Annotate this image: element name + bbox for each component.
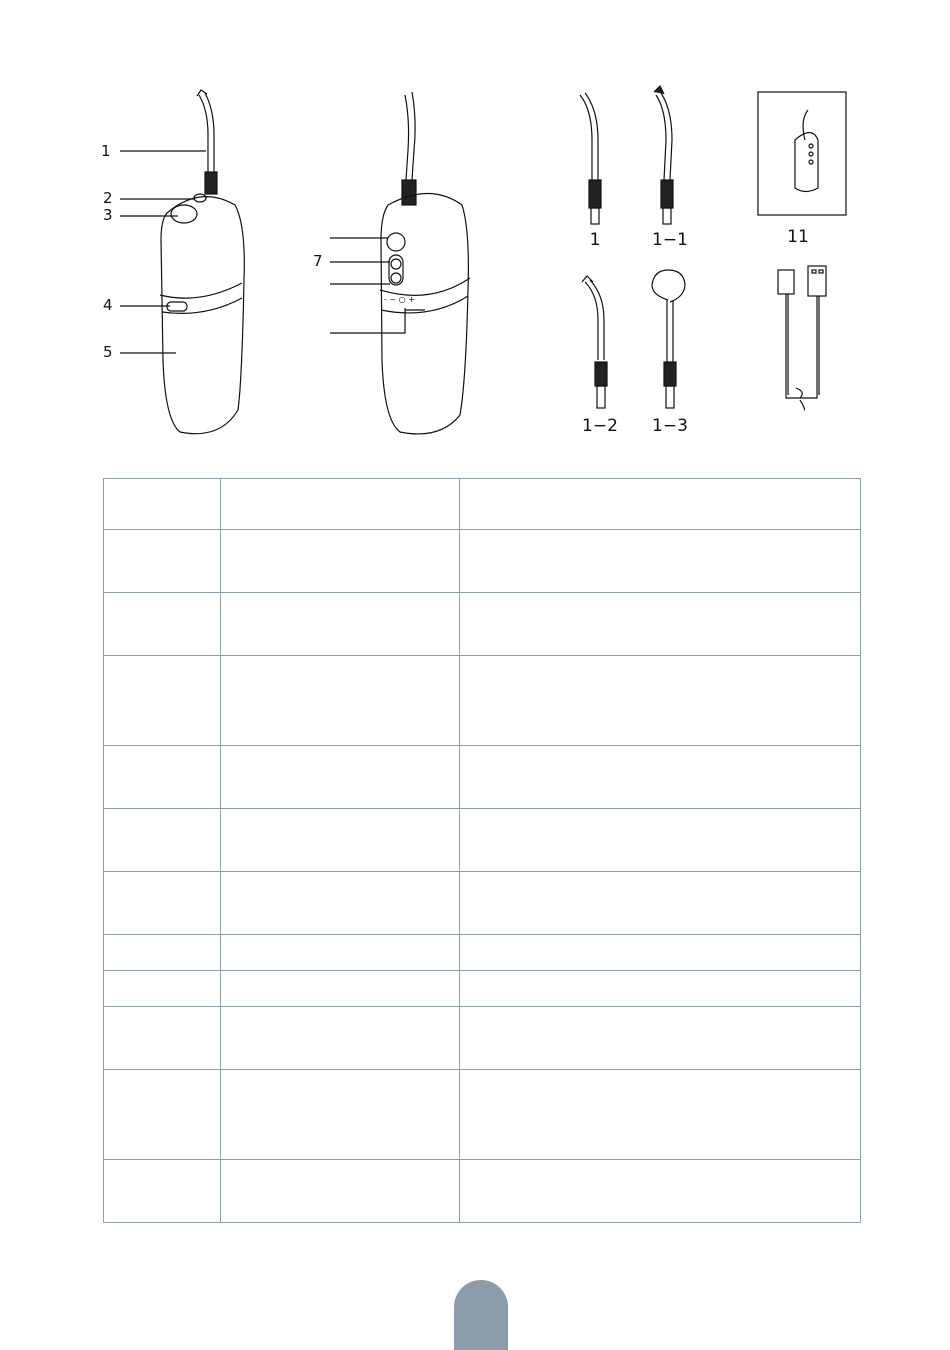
nozzle-1-2 [582,276,607,408]
nozzle-label-1-1: 1−1 [652,230,688,250]
table-cell [460,935,861,971]
table-cell [221,1007,460,1070]
nozzle-1-3 [652,270,685,408]
device-front-view [160,90,244,434]
nozzle-label-1-3: 1−3 [652,416,688,436]
table-cell [221,1160,460,1223]
table-cell [460,971,861,1007]
table-row [104,872,861,935]
table-row [104,593,861,656]
nozzle-label-1: 1 [589,230,601,250]
table-cell [460,872,861,935]
table-cell [460,1007,861,1070]
table-cell [460,746,861,809]
table-cell [460,1070,861,1160]
callout-5: 5 [103,343,113,361]
parts-table [103,478,861,1223]
table-cell [104,746,221,809]
table-cell [104,872,221,935]
table-row [104,1160,861,1223]
table-row [104,1007,861,1070]
table-row [104,971,861,1007]
nozzle-standard [580,93,601,224]
table-cell [104,593,221,656]
accessory-label-11: 11 [787,227,809,247]
table-cell [104,1160,221,1223]
table-cell [221,809,460,872]
nozzle-label-1-2: 1−2 [582,416,618,436]
table-row [104,746,861,809]
table-cell [460,479,861,530]
table-row [104,530,861,593]
table-cell [104,809,221,872]
usb-cable [778,266,826,410]
table-row [104,656,861,746]
table-cell [221,530,460,593]
table-cell [104,971,221,1007]
callout-1: 1 [101,142,111,160]
table-cell [221,1070,460,1160]
callout-3: 3 [103,206,113,224]
table-cell [221,971,460,1007]
device-side-view [380,92,470,434]
callout-2: 2 [103,189,113,207]
table-row [104,809,861,872]
table-cell [104,1070,221,1160]
svg-text:- ~ ○ +: - ~ ○ + [384,295,415,304]
table-cell [460,656,861,746]
table-cell [221,593,460,656]
table-row [104,935,861,971]
table-row [104,1070,861,1160]
table-cell [104,479,221,530]
table-cell [104,656,221,746]
table-cell [104,935,221,971]
table-cell [460,809,861,872]
table-cell [460,593,861,656]
table-cell [104,1007,221,1070]
table-cell [221,872,460,935]
callout-4: 4 [103,296,113,314]
table-row [104,479,861,530]
table-cell [221,935,460,971]
callout-7: 7 [313,252,323,270]
nozzle-1-1 [654,86,673,224]
table-cell [104,530,221,593]
table-cell [460,1160,861,1223]
table-cell [221,656,460,746]
table-cell [221,479,460,530]
table-cell [460,530,861,593]
page-number-tab [454,1280,508,1350]
table-cell [221,746,460,809]
